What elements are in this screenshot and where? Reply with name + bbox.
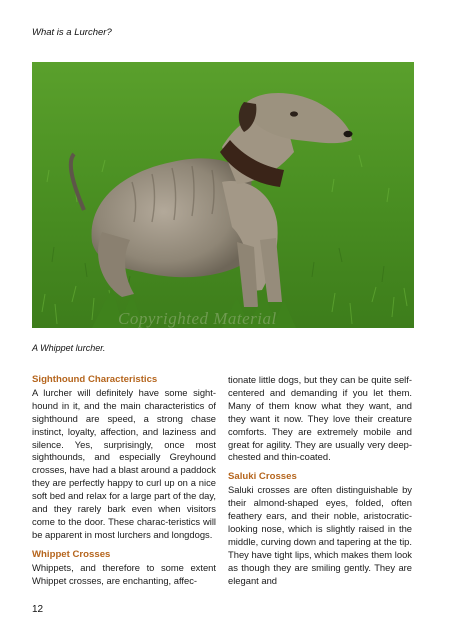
left-column bbox=[32, 374, 216, 595]
figure-caption: A Whippet lurcher. bbox=[32, 343, 106, 353]
section-body-whippet: Whippets, and therefore to some extent Whippet crosses, are enchanting, affec- bbox=[32, 561, 216, 586]
running-head: What is a Lurcher? bbox=[32, 27, 112, 38]
section-body-saluki: Saluki crosses are often distinguishable by their almond-shaped eyes, folded, often feathery ears, and their noble, aristocratic-looking nose, which is slightly raised in the middle, curving down and tapering at the tip. They have tight lips, which makes them look as though they are smiling gently. They are elegant and bbox=[228, 484, 412, 586]
page-number: 12 bbox=[32, 604, 44, 615]
section-body-whippet-continued: tionate little dogs, but they can be quite self-centered and demanding if you let them. Many of them know what they want, and they want it now. They love their creature comforts. They are extremely mobile and great for agility. They are usually very deep-chested and thin-coated. bbox=[228, 374, 412, 463]
copyright-watermark: Copyrighted Material bbox=[118, 309, 277, 328]
section-heading-sighthound: Sighthound Characteristics bbox=[32, 374, 158, 385]
section-heading-saluki: Saluki Crosses bbox=[228, 471, 297, 483]
dog-in-grass-illustration bbox=[32, 62, 414, 328]
section-heading-whippet: Whippet Crosses bbox=[32, 548, 111, 560]
right-column bbox=[228, 374, 412, 595]
whippet-lurcher-photo bbox=[32, 62, 414, 328]
section-body-sighthound: A lurcher will definitely have some sight-hound in it, and the main characteristics of sighthound are speed, a strong chase instinct, loyalty, affection, and laziness and silence. Yes, surprisingly, once most sighthounds, and especially Greyhound crosses, have had a blast around a paddock they are perfectly happy to curl up on a nice soft bed and relax for a large part of the day, and they rarely bark even when visitors come to the door. These charac-teristics will be apparent in most lurchers and longdogs. bbox=[32, 386, 216, 540]
